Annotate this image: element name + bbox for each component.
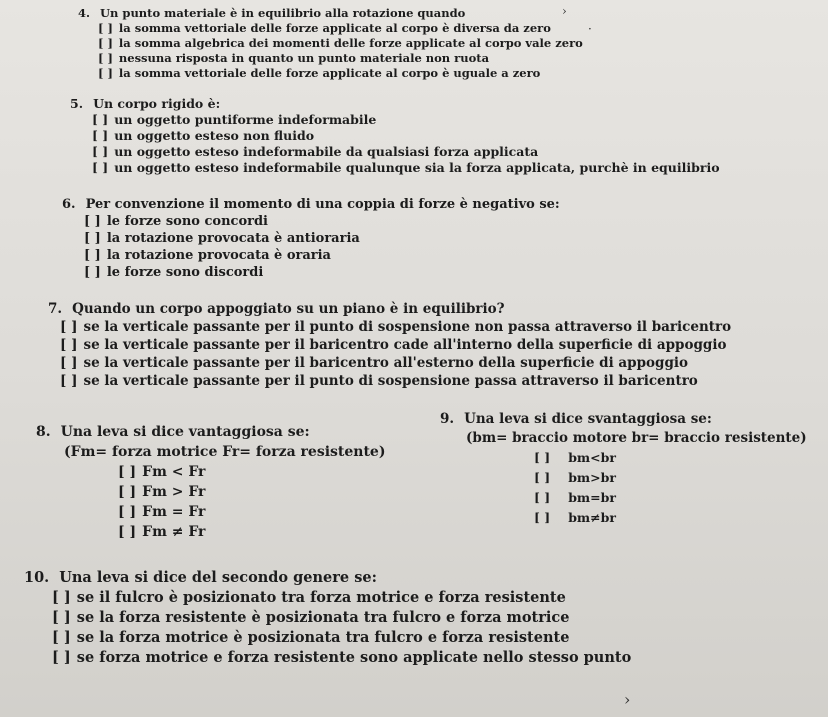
checkbox[interactable]: [ ] — [92, 144, 109, 159]
pen-mark: · — [588, 22, 592, 36]
option-7d[interactable]: [ ] se la verticale passante per il punto di sospensione passa attraverso il baricentro — [60, 373, 698, 389]
checkbox[interactable]: [ ] — [84, 231, 101, 246]
option-6d[interactable]: [ ] le forze sono discordi — [84, 265, 264, 280]
checkbox[interactable]: [ ] — [92, 128, 109, 143]
checkbox[interactable]: [ ] — [60, 355, 78, 371]
option-9d[interactable]: [ ] bm≠br — [534, 508, 807, 528]
option-7b[interactable]: [ ] se la verticale passante per il baricentro cade all'interno della superficie di appoggio — [60, 337, 727, 353]
option-5c[interactable]: [ ] un oggetto esteso indeformabile da qualsiasi forza applicata — [92, 144, 539, 159]
question-5 — [70, 96, 720, 176]
checkbox[interactable]: [ ] — [98, 36, 113, 50]
question-8-legend: (Fm= forza motrice Fr= forza resistente) — [64, 444, 386, 460]
question-5-title: 5. Un corpo rigido è: — [70, 96, 221, 111]
question-6-title: 6. Per convenzione il momento di una coppia di forze è negativo se: — [62, 197, 560, 212]
question-8 — [36, 422, 385, 542]
checkbox[interactable]: [ ] — [98, 51, 113, 65]
option-4c[interactable]: [ ] nessuna risposta in quanto un punto materiale non ruota — [98, 51, 490, 65]
checkbox[interactable]: [ ] — [534, 510, 551, 525]
question-9-title: 9. Una leva si dice svantaggiosa se: — [440, 411, 712, 427]
option-10a[interactable]: [ ] se il fulcro è posizionato tra forza motrice e forza resistente — [52, 589, 566, 606]
option-10d[interactable]: [ ] se forza motrice e forza resistente sono applicate nello stesso punto — [52, 649, 632, 666]
checkbox[interactable]: [ ] — [52, 629, 71, 646]
checkbox[interactable]: [ ] — [534, 490, 551, 505]
option-8d[interactable]: [ ] Fm ≠ Fr — [118, 524, 206, 540]
pen-mark: › — [624, 690, 631, 709]
checkbox[interactable]: [ ] — [60, 337, 78, 353]
checkbox[interactable]: [ ] — [60, 373, 78, 389]
option-5d[interactable]: [ ] un oggetto esteso indeformabile qualunque sia la forza applicata, purchè in equilibrio — [92, 160, 720, 175]
option-10c[interactable]: [ ] se la forza motrice è posizionata tra fulcro e forza resistente — [52, 629, 570, 646]
checkbox[interactable]: [ ] — [84, 248, 101, 263]
checkbox[interactable]: [ ] — [534, 450, 551, 465]
pen-mark: › — [562, 4, 567, 18]
checkbox[interactable]: [ ] — [92, 160, 109, 175]
checkbox[interactable]: [ ] — [98, 66, 113, 80]
question-8-title: 8. Una leva si dice vantaggiosa se: — [36, 424, 310, 440]
option-8b[interactable]: [ ] Fm > Fr — [118, 484, 206, 500]
option-9c[interactable]: [ ] bm=br — [534, 488, 807, 508]
option-7c[interactable]: [ ] se la verticale passante per il baricentro all'esterno della superficie di appoggio — [60, 355, 689, 371]
checkbox[interactable]: [ ] — [534, 470, 551, 485]
option-4d[interactable]: [ ] la somma vettoriale delle forze applicate al corpo è uguale a zero — [98, 66, 541, 80]
option-10b[interactable]: [ ] se la forza resistente è posizionata tra fulcro e forza motrice — [52, 609, 570, 626]
checkbox[interactable]: [ ] — [60, 319, 78, 335]
option-6c[interactable]: [ ] la rotazione provocata è oraria — [84, 248, 331, 263]
question-10 — [24, 568, 631, 668]
option-6b[interactable]: [ ] la rotazione provocata è antioraria — [84, 231, 360, 246]
option-9b[interactable]: [ ] bm>br — [534, 468, 807, 488]
checkbox[interactable]: [ ] — [84, 265, 101, 280]
checkbox[interactable]: [ ] — [52, 589, 71, 606]
option-8a[interactable]: [ ] Fm < Fr — [118, 464, 206, 480]
option-4a[interactable]: [ ] la somma vettoriale delle forze applicate al corpo è diversa da zero — [98, 21, 551, 35]
option-4b[interactable]: [ ] la somma algebrica dei momenti delle forze applicate al corpo vale zero — [98, 36, 583, 50]
checkbox[interactable]: [ ] — [118, 504, 137, 520]
option-9a[interactable]: [ ] bm<br — [534, 448, 807, 468]
checkbox[interactable]: [ ] — [118, 524, 137, 540]
checkbox[interactable]: [ ] — [52, 609, 71, 626]
option-6a[interactable]: [ ] le forze sono concordi — [84, 214, 268, 229]
question-4 — [78, 6, 583, 81]
question-4-title: 4. Un punto materiale è in equilibrio alla rotazione quando — [78, 6, 466, 20]
checkbox[interactable]: [ ] — [92, 112, 109, 127]
question-7 — [48, 300, 731, 390]
option-8c[interactable]: [ ] Fm = Fr — [118, 504, 206, 520]
question-10-title: 10. Una leva si dice del secondo genere se: — [24, 569, 377, 586]
question-7-title: 7. Quando un corpo appoggiato su un piano è in equilibrio? — [48, 301, 505, 317]
option-5b[interactable]: [ ] un oggetto esteso non fluido — [92, 128, 315, 143]
option-5a[interactable]: [ ] un oggetto puntiforme indeformabile — [92, 112, 377, 127]
option-7a[interactable]: [ ] se la verticale passante per il punto di sospensione non passa attraverso il baricentro — [60, 319, 732, 335]
checkbox[interactable]: [ ] — [118, 484, 137, 500]
checkbox[interactable]: [ ] — [118, 464, 137, 480]
checkbox[interactable]: [ ] — [52, 649, 71, 666]
checkbox[interactable]: [ ] — [98, 21, 113, 35]
question-9-legend: (bm= braccio motore br= braccio resistente) — [466, 430, 807, 446]
checkbox[interactable]: [ ] — [84, 214, 101, 229]
question-9 — [440, 410, 807, 528]
question-6 — [62, 196, 560, 281]
